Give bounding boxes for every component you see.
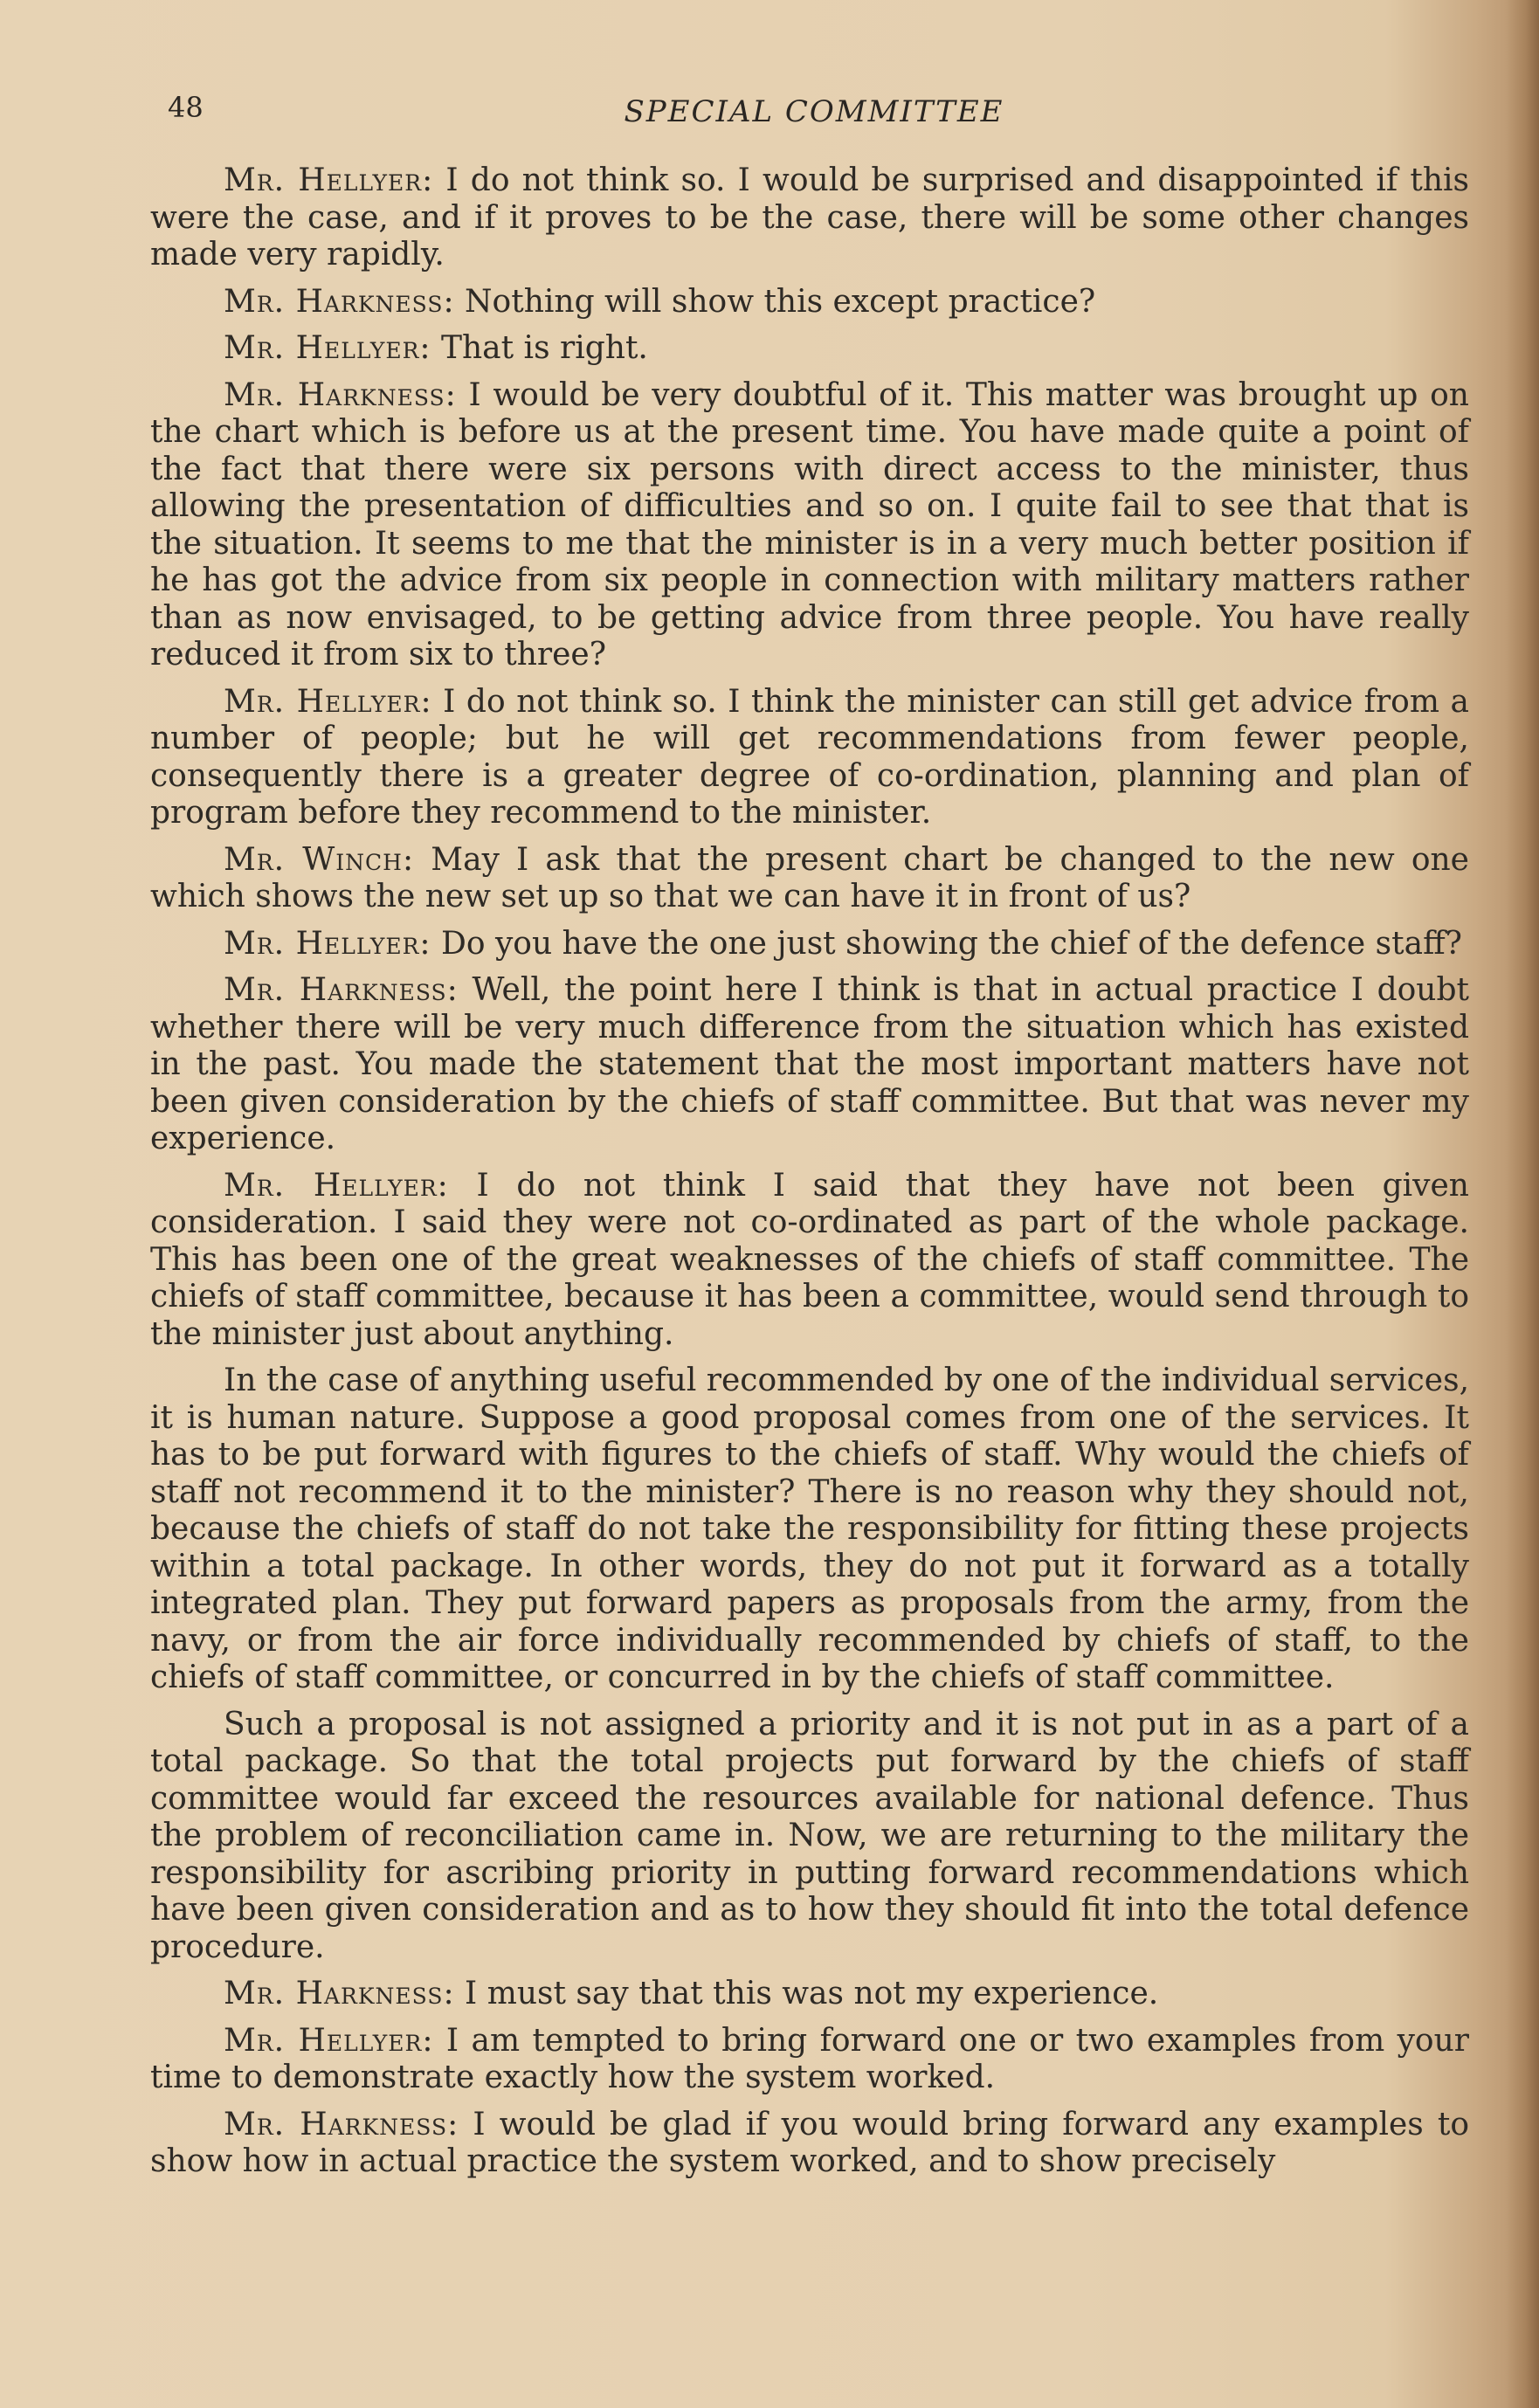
- paragraph-text: I do not think so. I would be surprised and disappointed if this were the case, and if it proves to be the case, there will be some other changes made very rapidly.: [150, 162, 1469, 273]
- paragraph-text: Do you have the one just showing the chief of the defence staff?: [440, 925, 1462, 962]
- page-edge-shadow: [1506, 0, 1539, 2408]
- paragraph-text: That is right.: [440, 330, 648, 366]
- paragraph: [150, 926, 1469, 963]
- paragraph: [150, 330, 1469, 368]
- speaker-name: Mr. Harkness:: [224, 283, 455, 320]
- speaker-name: Mr. Hellyer:: [224, 1167, 449, 1204]
- paragraph-text: Such a proposal is not assigned a priority and it is not put in as a part of a total package. So that the total projects put forward by the chiefs of staff committee would far exceed the resources available for national defence. Thus the problem of reconciliation came in. Now, we are returning to the military the responsibility for ascribing priority in putting forward recommendations which have been given consideration and as to how they should fit into the total defence procedure.: [150, 1706, 1469, 1965]
- speaker-name: Mr. Hellyer:: [224, 330, 431, 366]
- speaker-name: Mr. Hellyer:: [224, 162, 434, 198]
- paragraph: [150, 684, 1469, 832]
- paragraph-text: I would be glad if you would bring forward any examples to show how in actual practice the system worked, and to show precisely: [150, 2106, 1469, 2179]
- paragraph: [150, 1363, 1469, 1697]
- paragraph: [150, 1707, 1469, 1967]
- paragraph-text: Well, the point here I think is that in actual practice I doubt whether there will be very much difference from the situation which has existed in the past. You made the statement that the most important matters have not been given consideration by the chiefs of staff committee. But that was never my experience.: [150, 972, 1469, 1156]
- speaker-name: Mr. Hellyer:: [224, 683, 432, 720]
- speaker-name: Mr. Hellyer:: [224, 2022, 434, 2059]
- paragraph-text: In the case of anything useful recommended by one of the individual services, it is human nature. Suppose a good proposal comes from one of the services. It has to be put forward with figures to the chiefs of staff. Why would the chiefs of staff not recommend it to the minister? There is no reason why they should not, because the chiefs of staff do not take the responsibility for fitting these projects within a total package. In other words, they do not put it forward as a totally integrated plan. They put forward papers as proposals from the army, from the navy, or from the air force individually recommended by chiefs of staff, to the chiefs of staff committee, or concurred in by the chiefs of staff committee.: [150, 1363, 1470, 1695]
- speaker-name: Mr. Harkness:: [224, 376, 457, 413]
- paragraph-text: I am tempted to bring forward one or two examples from your time to demonstrate exactly how the system worked.: [150, 2022, 1470, 2095]
- page-header: [168, 87, 1460, 140]
- paragraph: [150, 1168, 1469, 1354]
- speaker-name: Mr. Hellyer:: [224, 925, 431, 962]
- paragraph-text: May I ask that the present chart be changed to the new one which shows the new set up so that we can have it in front of us?: [150, 841, 1469, 914]
- paragraph: [150, 1976, 1469, 2013]
- paragraph-text: I must say that this was not my experience.: [465, 1976, 1159, 2011]
- paragraph-text: I do not think I said that they have not been given consideration. I said they were not co-ordinated as part of the whole package. This has been one of the great weaknesses of the chiefs of staff committee. The chiefs of staff committee, because it has been a committee, would send through to the minister just about anything.: [150, 1167, 1469, 1352]
- speaker-name: Mr. Winch:: [224, 841, 415, 878]
- paragraph-text: Nothing will show this except practice?: [465, 283, 1096, 320]
- paragraph: [150, 972, 1469, 1158]
- paragraph-text: I would be very doubtful of it. This matter was brought up on the chart which is before us at the present time. You have made quite a point of the fact that there were six persons with direct access to the minister, thus allowing the presentation of difficulties and so on. I quite fail to see that that is the situation. It seems to me that the minister is in a very much better position if he has got the advice from six people in connection with military matters rather than as now envisaged, to be getting advice from three people. You have really reduced it from six to three?: [150, 376, 1469, 673]
- paragraph: [150, 2107, 1469, 2181]
- speaker-name: Mr. Harkness:: [224, 1976, 455, 2011]
- paragraph: [150, 377, 1469, 674]
- paragraph: [150, 162, 1469, 274]
- transcript-body: [150, 162, 1469, 2191]
- paragraph: [150, 284, 1469, 321]
- page-number: 48: [168, 91, 204, 124]
- paragraph-text: I do not think so. I think the minister can still get advice from a number of people; but he will get recommendations from fewer people, consequently there is a greater degree of co-ordination, planning and plan of program before they recommend to the minister.: [150, 683, 1469, 831]
- paragraph: [150, 842, 1469, 916]
- speaker-name: Mr. Harkness:: [224, 2106, 459, 2142]
- running-title: SPECIAL COMMITTEE: [624, 94, 1004, 129]
- paragraph: [150, 2023, 1469, 2097]
- speaker-name: Mr. Harkness:: [224, 972, 459, 1008]
